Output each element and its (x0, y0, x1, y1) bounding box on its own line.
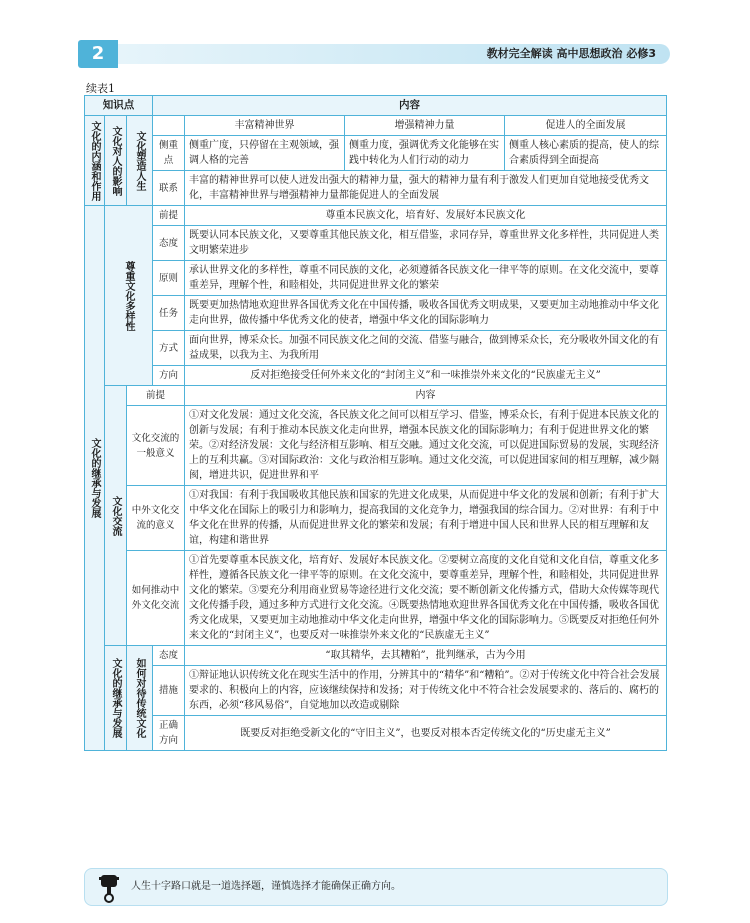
cell-text: 既要更加热情地欢迎世界各国优秀文化在中国传播，吸收各国优秀文明成果，又要更加主动地推动中华文化走向世界，做传播中华优秀文化的使者，增强中华文化的国际影响力 (185, 296, 667, 331)
row-label: 文化交流的一般意义 (127, 406, 185, 486)
cell-text: 既要反对拒绝受新文化的“守旧主义”，也要反对根本否定传统文化的“历史虚无主义” (185, 716, 667, 751)
cell-text: 既要认同本民族文化，又要尊重其他民族文化，相互借鉴，求同存异，尊重世界文化多样性，共同促进人类文明繁荣进步 (185, 226, 667, 261)
row-label: 侧重点 (153, 136, 185, 171)
col-content: 内容 (153, 96, 667, 116)
cell-text: ①首先要尊重本民族文化，培育好、发展好本民族文化。②要树立高度的文化自觉和文化自信，尊重文化多样性，遵循各民族文化一律平等的原则。在文化交流中，要尊重差异，理解个性，和睦相处，共同促进世界文化的繁荣。③要充分利用商业贸易等途径进行文化交流；要不断创新文化传播方式，借助大众传媒等现代文化传播手段，通过多种方式进行文化交流。④既要热情地欢迎世界各国优秀文化在中国传播，吸收各国优秀文化成果，又要更加主动地推动中华文化走向世界，增强中华文化的国际影响力。⑤既要反对拒绝任何外来文化的“封闭主义”，也要反对一味推崇外来文化的“民族虚无主义” (185, 551, 667, 646)
page-number: 2 (78, 40, 118, 68)
table-row (85, 171, 667, 206)
row-label: 原则 (153, 261, 185, 296)
knowledge-table (84, 95, 667, 751)
table-row (85, 486, 667, 551)
exchange-title: 文化交流 (105, 386, 127, 646)
table-row (85, 226, 667, 261)
cell-text: ①对文化发展：通过文化交流，各民族文化之间可以相互学习、借鉴，博采众长，有利于促进本民族文化的创新与发展；有利于推动本民族文化走向世界，增强本民族文化的国际影响力；有利于促进世界文化的繁荣。②对经济发展：文化与经济相互影响、相互交融。通过文化交流，可以促进国际贸易的发展，实现经济上的互利共赢。③对国际政治：文化与政治相互影响。通过文化交流，可以促进国家间的相互理解，减少隔阂，增进共识，促进世界和平 (185, 406, 667, 486)
row-label: 中外文化交流的意义 (127, 486, 185, 551)
respect-title: 尊重文化多样性 (105, 206, 153, 386)
section-topic: 文化塑造人生 (127, 116, 153, 206)
section-category: 文化的内涵和作用 (85, 116, 105, 206)
cell-text: 内容 (185, 386, 667, 406)
row-label: 前提 (127, 386, 185, 406)
row-label: 态度 (153, 646, 185, 666)
row-label: 前提 (153, 206, 185, 226)
cell-text: 尊重本民族文化，培育好、发展好本民族文化 (185, 206, 667, 226)
table-row (85, 386, 667, 406)
table-row (85, 296, 667, 331)
table-row (85, 646, 667, 666)
table-row (85, 716, 667, 751)
cell-text: “取其精华，去其糟粕”，批判继承，古为今用 (185, 646, 667, 666)
table-row (85, 551, 667, 646)
table-label: 续表1 (86, 82, 115, 95)
cell-text: 侧重广度，只停留在主观领域，强调人格的完善 (185, 136, 345, 171)
table-row (85, 206, 667, 226)
col-knowledge: 知识点 (85, 96, 153, 116)
table-row (85, 136, 667, 171)
table-row (85, 261, 667, 296)
cell-text: ①辩证地认识传统文化在现实生活中的作用，分辨其中的“精华”和“糟粕”。②对于传统文化中符合社会发展要求的、积极向上的内容，应该继续保持和发扬；对于传统文化中不符合社会发展要求的、落后的、腐朽的东西，必须“移风易俗”，自觉地加以改造或剔除 (185, 666, 667, 716)
blank-cell (153, 116, 185, 136)
table-row (85, 331, 667, 366)
table-row (85, 666, 667, 716)
row-label: 如何推动中外文化交流 (127, 551, 185, 646)
cell-text: 承认世界文化的多样性，尊重不同民族的文化，必须遵循各民族文化一律平等的原则。在文化交流中，要尊重差异，理解个性，和睦相处，共同促进世界文化的繁荣 (185, 261, 667, 296)
table-row (85, 406, 667, 486)
page-header (78, 40, 670, 68)
head-rich-spirit: 丰富精神世界 (185, 116, 345, 136)
cell-text: ①对我国：有利于我国吸收其他民族和国家的先进文化成果，从而促进中华文化的发展和创新；有利于扩大中华文化在国际上的吸引力和影响力，提高我国的文化竞争力，增强我国的综合国力。②对世界：有利于中华文化在世界的传播，从而促进世界文化的繁荣和发展；有利于增进中国人民和世界人民的相互理解和友谊，构建和谐世界 (185, 486, 667, 551)
cell-text: 侧重力度，强调优秀文化能够在实践中转化为人们行动的动力 (345, 136, 505, 171)
table-row (85, 116, 667, 136)
row-label: 正确方向 (153, 716, 185, 751)
section-category: 文化的继承与发展 (85, 206, 105, 751)
inherit-title: 如何对待传统文化 (127, 646, 153, 751)
footer-text: 人生十字路口就是一道选择题，谨慎选择才能确保正确方向。 (131, 881, 401, 892)
book-title: 教材完全解读 高中思想政治 必修3 (486, 47, 656, 60)
row-label: 态度 (153, 226, 185, 261)
head-development: 促进人的全面发展 (505, 116, 667, 136)
row-label: 联系 (153, 171, 185, 206)
row-label: 任务 (153, 296, 185, 331)
row-label: 方式 (153, 331, 185, 366)
cell-text: 侧重人核心素质的提高，使人的综合素质得到全面提高 (505, 136, 667, 171)
cell-text: 反对拒绝接受任何外来文化的“封闭主义”和一味推崇外来文化的“民族虚无主义” (185, 366, 667, 386)
row-label: 措施 (153, 666, 185, 716)
lamp-icon (95, 873, 123, 903)
inherit-category: 文化的继承与发展 (105, 646, 127, 751)
cell-text: 面向世界，博采众长。加强不同民族文化之间的交流、借鉴与融合，做到博采众长，充分吸收外国文化的有益成果，以我为主、为我所用 (185, 331, 667, 366)
table-header-row (85, 96, 667, 116)
row-label: 方向 (153, 366, 185, 386)
table-row (85, 366, 667, 386)
cell-text: 丰富的精神世界可以使人迸发出强大的精神力量，强大的精神力量有利于激发人们更加自觉地接受优秀文化，丰富精神世界与增强精神力量都能促进人的全面发展 (185, 171, 667, 206)
section-subcategory: 文化对人的影响 (105, 116, 127, 206)
footer-tip (84, 868, 668, 906)
head-strength: 增强精神力量 (345, 116, 505, 136)
